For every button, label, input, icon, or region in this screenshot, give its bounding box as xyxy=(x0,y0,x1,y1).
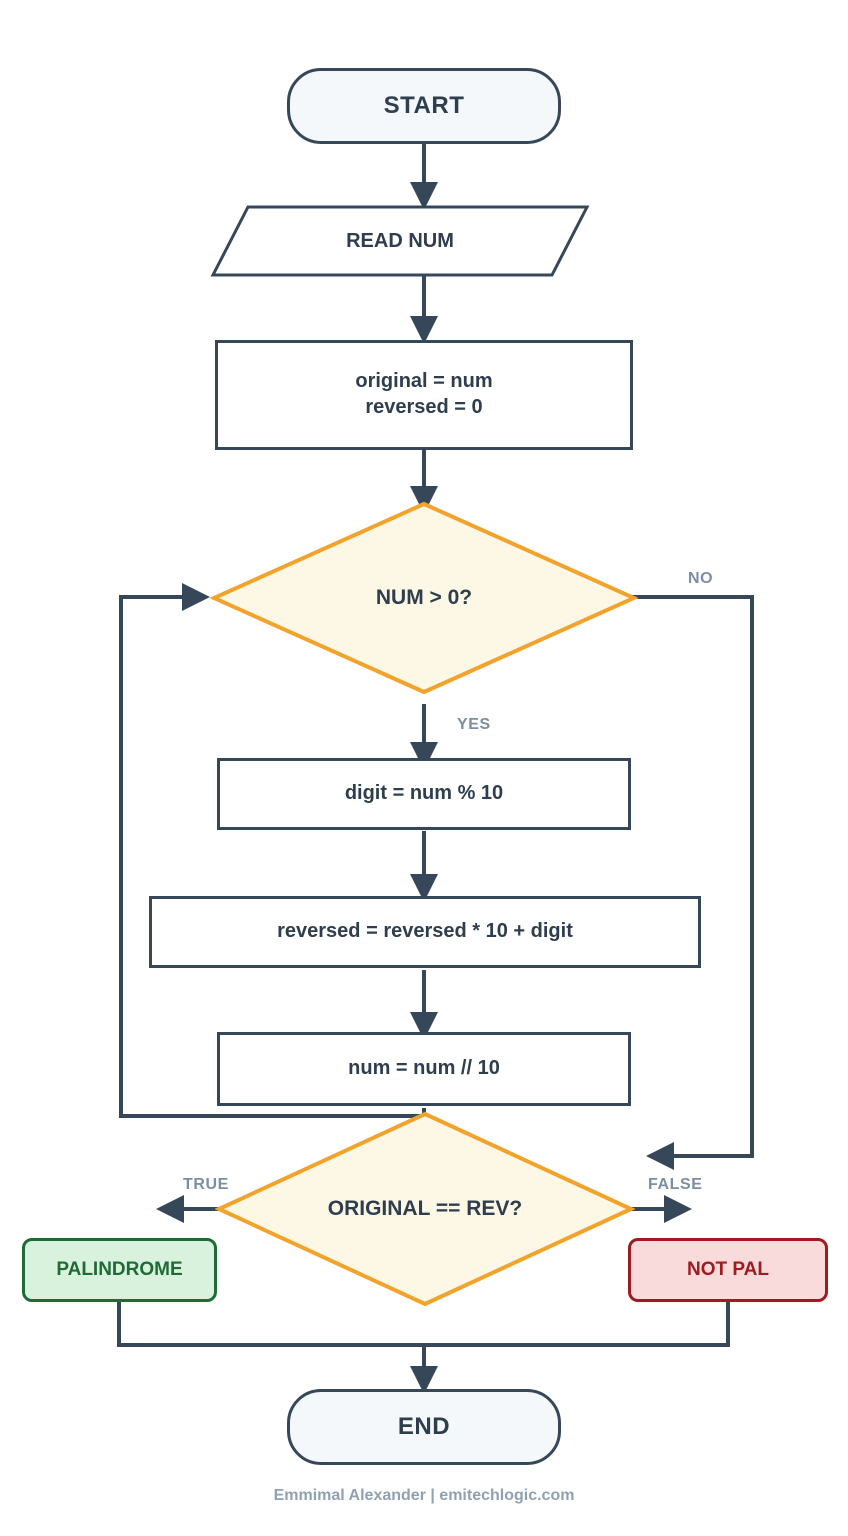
credit-line: Emmimal Alexander | emitechlogic.com xyxy=(273,1487,575,1504)
node-check-equal xyxy=(215,1110,635,1308)
node-end xyxy=(287,1389,561,1465)
node-digit xyxy=(217,758,631,830)
node-read-num xyxy=(210,204,590,278)
node-loop-condition-label: NUM > 0? xyxy=(375,586,473,609)
edge-label-yes: YES xyxy=(457,716,491,733)
node-loop-condition xyxy=(210,500,638,696)
node-init-line1: original = num xyxy=(355,370,493,393)
node-end-label: END xyxy=(397,1412,451,1440)
node-divide xyxy=(217,1032,631,1106)
node-palindrome-label: PALINDROME xyxy=(56,1259,183,1280)
node-start xyxy=(287,68,561,144)
node-digit-label: digit = num % 10 xyxy=(344,782,504,805)
node-init xyxy=(215,340,633,450)
edge-label-no: NO xyxy=(688,570,714,587)
node-check-equal-label: ORIGINAL == REV? xyxy=(327,1197,523,1220)
node-reversed-label: reversed = reversed * 10 + digit xyxy=(277,920,573,943)
node-reversed xyxy=(149,896,701,968)
node-palindrome xyxy=(22,1238,217,1302)
node-read-num-label: READ NUM xyxy=(346,229,454,252)
node-start-label: START xyxy=(383,91,465,119)
edge-label-true: TRUE xyxy=(183,1176,229,1193)
node-init-line2: reversed = 0 xyxy=(365,396,483,418)
node-divide-label: num = num // 10 xyxy=(348,1057,500,1080)
node-not-palindrome xyxy=(628,1238,828,1302)
edge-label-false: FALSE xyxy=(648,1176,703,1193)
node-not-palindrome-label: NOT PAL xyxy=(687,1259,769,1280)
